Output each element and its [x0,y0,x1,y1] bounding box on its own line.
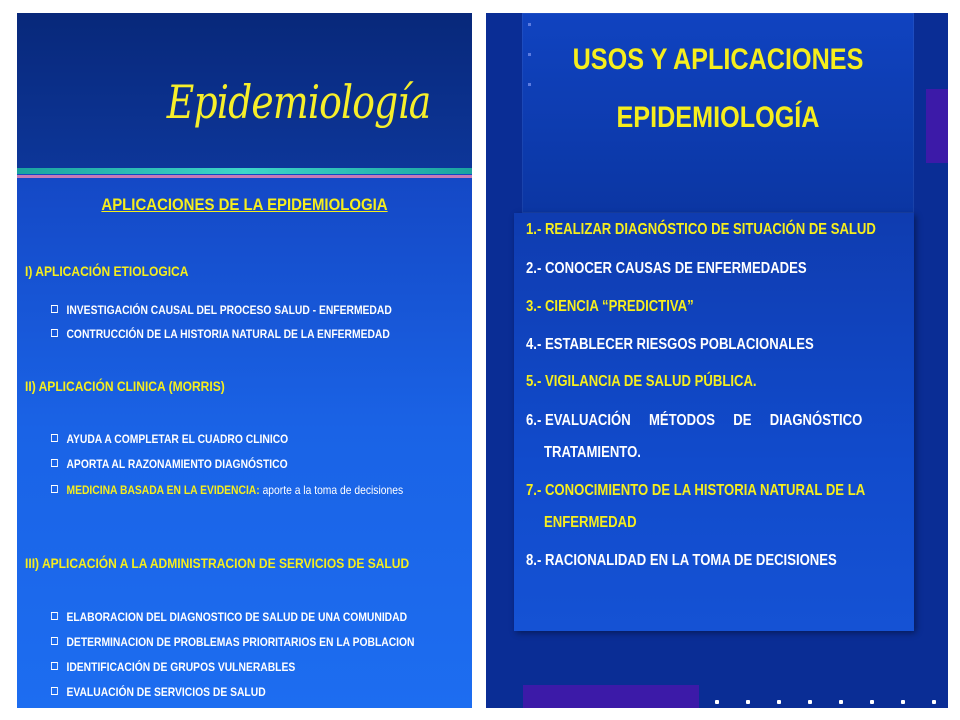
purple-accent-block [926,89,948,163]
list-item: 3.- CIENCIA “PREDICTIVA” [526,298,694,315]
pink-divider [17,175,472,178]
dot-decoration [746,700,750,704]
checkbox-bullet-icon [51,459,58,467]
dot-decoration [901,700,905,704]
dot-decoration [870,700,874,704]
list-item-continuation: ENFERMEDAD [544,514,637,531]
list-item: 1.- REALIZAR DIAGNÓSTICO DE SITUACIÓN DE SALUD [526,221,876,238]
bullet-item: ELABORACION DEL DIAGNOSTICO DE SALUD DE UNA COMUNIDAD [51,610,407,624]
bullet-item: MEDICINA BASADA EN LA EVIDENCIA: aporte a la toma de decisiones [51,483,403,497]
dotted-line-decoration [528,23,531,103]
dot-decoration [715,700,719,704]
section-heading-administracion: III) APLICACIÓN A LA ADMINISTRACION DE SERVICIOS DE SALUD [25,555,410,571]
right-slide-title-line1: USOS Y APLICACIONES [572,43,864,76]
dot-decoration [839,700,843,704]
dot-decoration [808,700,812,704]
purple-footer-block [523,685,699,708]
bullet-item: IDENTIFICACIÓN DE GRUPOS VULNERABLES [51,660,295,674]
section-heading-clinica: II) APLICACIÓN CLINICA (MORRIS) [25,378,225,394]
epidemiologia-logo: Epidemiología [166,75,431,129]
list-item: 5.- VIGILANCIA DE SALUD PÚBLICA. [526,373,757,390]
right-slide [486,13,948,708]
list-item: 7.- CONOCIMIENTO DE LA HISTORIA NATURAL DE LA [526,482,866,499]
left-slide-title: APLICACIONES DE LA EPIDEMIOLOGIA [101,195,388,214]
dot-decoration [777,700,781,704]
checkbox-bullet-icon [51,329,58,337]
checkbox-bullet-icon [51,637,58,645]
checkbox-bullet-icon [51,305,58,313]
bullet-item: INVESTIGACIÓN CAUSAL DEL PROCESO SALUD - ENFERMEDAD [51,303,392,317]
dot-decoration [932,700,936,704]
bullet-item: CONTRUCCIÓN DE LA HISTORIA NATURAL DE LA ENFERMEDAD [51,327,390,341]
right-slide-title-line2: EPIDEMIOLOGÍA [616,101,820,134]
list-item: 8.- RACIONALIDAD EN LA TOMA DE DECISIONES [526,552,837,569]
list-item: 4.- ESTABLECER RIESGOS POBLACIONALES [526,336,814,353]
bullet-item: AYUDA A COMPLETAR EL CUADRO CLINICO [51,432,288,446]
checkbox-bullet-icon [51,687,58,695]
list-item: 6.- EVALUACIÓN MÉTODOS DE DIAGNÓSTICO [526,412,863,429]
teal-divider [17,168,472,174]
section-heading-etiologica: I) APLICACIÓN ETIOLOGICA [25,263,189,279]
bullet-item: APORTA AL RAZONAMIENTO DIAGNÓSTICO [51,457,288,471]
bullet-item: DETERMINACION DE PROBLEMAS PRIORITARIOS EN LA POBLACION [51,635,415,649]
list-item: 2.- CONOCER CAUSAS DE ENFERMEDADES [526,260,807,277]
list-item-continuation: TRATAMIENTO. [544,444,641,461]
checkbox-bullet-icon [51,485,58,493]
left-slide [17,13,472,708]
checkbox-bullet-icon [51,662,58,670]
checkbox-bullet-icon [51,434,58,442]
checkbox-bullet-icon [51,612,58,620]
bullet-item: EVALUACIÓN DE SERVICIOS DE SALUD [51,685,266,699]
